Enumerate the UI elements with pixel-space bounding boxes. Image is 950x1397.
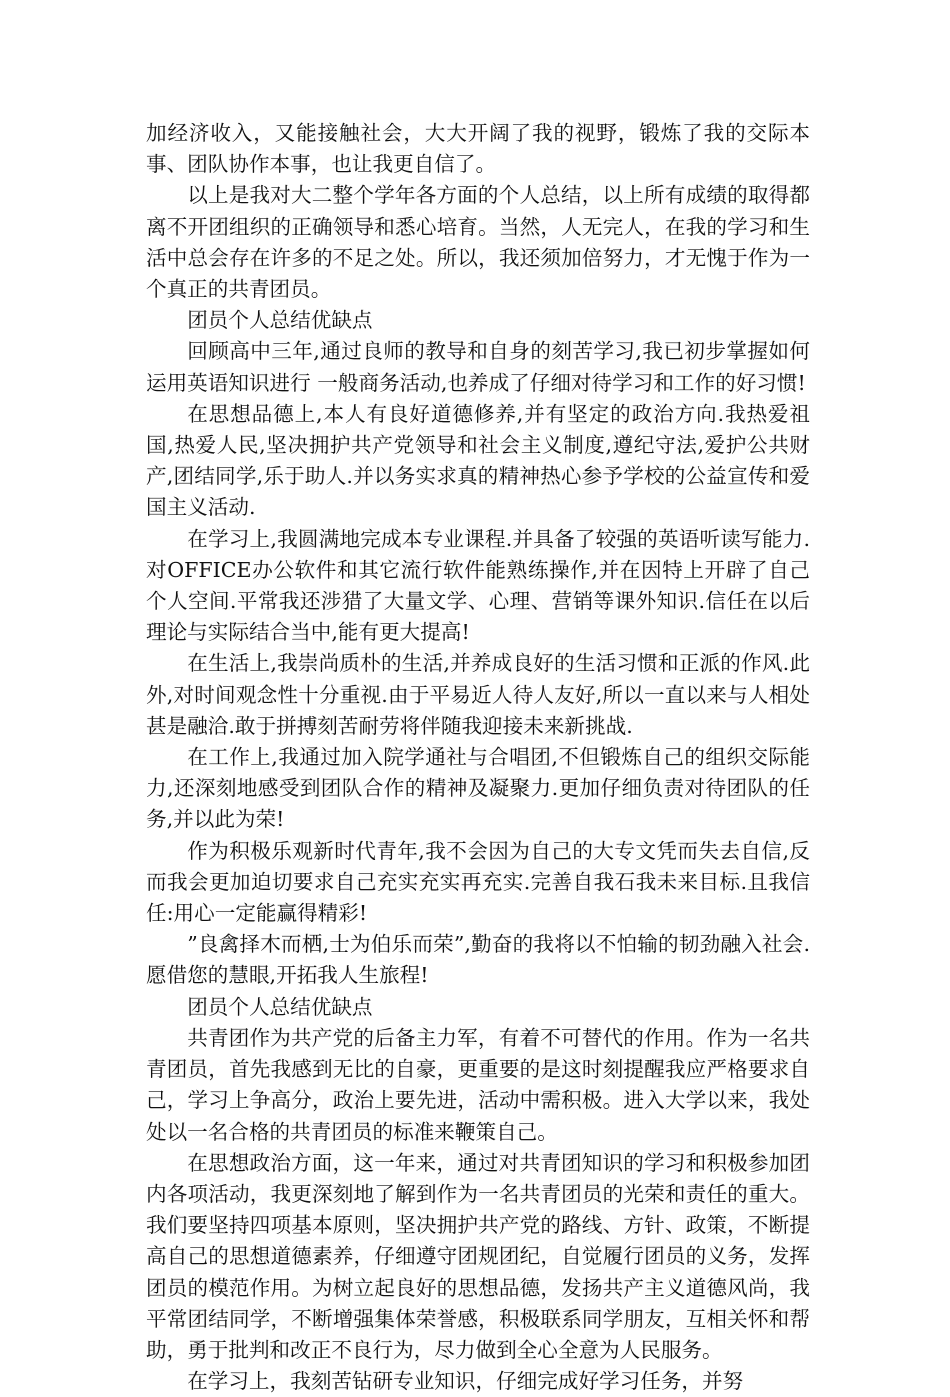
paragraph: 共青团作为共产党的后备主力军，有着不可替代的作用。作为一名共青团员，首先我感到无比的自豪，更重要的是这时刻提醒我应严格要求自己，学习上争高分，政治上要先进，活动中需积极。进入大学以来，我处处以一名合格的共青团员的标准来鞭策自己。: [146, 1025, 810, 1144]
section-heading: 团员个人总结优缺点: [187, 308, 373, 333]
paragraph: 在生活上,我崇尚质朴的生活,并养成良好的生活习惯和正派的作风.此外,对时间观念性十分重视.由于平易近人待人友好,所以一直以来与人相处甚是融洽.敢于拼搏刻苦耐劳将伴随我迎接未来新挑战.: [146, 651, 810, 738]
section-heading: 团员个人总结优缺点: [187, 994, 373, 1019]
document-page: [146, 118, 810, 1397]
paragraph: 回顾高中三年,通过良师的教导和自身的刻苦学习,我已初步掌握如何运用英语知识进行 一般商务活动,也养成了仔细对待学习和工作的好习惯!: [146, 339, 810, 395]
paragraph: 加经济收入，又能接触社会，大大开阔了我的视野，锻炼了我的交际本事、团队协作本事，也让我更自信了。: [146, 121, 810, 177]
paragraph: 以上是我对大二整个学年各方面的个人总结，以上所有成绩的取得都离不开团组织的正确领导和悉心培育。当然，人无完人，在我的学习和生活中总会存在许多的不足之处。所以，我还须加倍努力，才无愧于作为一个真正的共青团员。: [146, 183, 810, 302]
paragraph: 在思想政治方面，这一年来，通过对共青团知识的学习和积极参加团内各项活动，我更深刻地了解到作为一名共青团员的光荣和责任的重大。我们要坚持四项基本原则，坚决拥护共产党的路线、方针、政策，不断提高自己的思想道德素养，仔细遵守团规团纪，自觉履行团员的义务，发挥团员的模范作用。为树立起良好的思想品德，发扬共产主义道德风尚，我平常团结同学，不断增强集体荣誉感，积极联系同学朋友，互相关怀和帮助，勇于批判和改正不良行为，尽力做到全心全意为人民服务。: [146, 1150, 810, 1362]
paragraph: 在学习上，我刻苦钻研专业知识，仔细完成好学习任务，并努: [187, 1369, 744, 1394]
paragraph: 在思想品德上,本人有良好道德修养,并有坚定的政治方向.我热爱祖国,热爱人民,坚决拥护共产党领导和社会主义制度,遵纪守法,爱护公共财产,团结同学,乐于助人.并以务实求真的精神热心参予学校的公益宣传和爱国主义活动.: [146, 401, 810, 520]
paragraph: 在工作上,我通过加入院学通社与合唱团,不但锻炼自己的组织交际能力,还深刻地感受到团队合作的精神及凝聚力.更加仔细负责对待团队的任务,并以此为荣!: [146, 745, 810, 832]
paragraph: 作为积极乐观新时代青年,我不会因为自己的大专文凭而失去自信,反而我会更加迫切要求自己充实充实再充实.完善自我石我未来目标.且我信任:用心一定能赢得精彩!: [146, 838, 810, 926]
paragraph: 在学习上,我圆满地完成本专业课程.并具备了较强的英语听读写能力.对OFFICE办公软件和其它流行软件能熟练操作,并在因特上开辟了自己个人空间.平常我还涉猎了大量文学、心理、营销等课外知识.信任在以后理论与实际结合当中,能有更大提高!: [146, 526, 810, 645]
paragraph: ”良禽择木而栖,士为伯乐而荣”,勤奋的我将以不怕输的韧劲融入社会.愿借您的慧眼,开拓我人生旅程!: [146, 932, 810, 988]
